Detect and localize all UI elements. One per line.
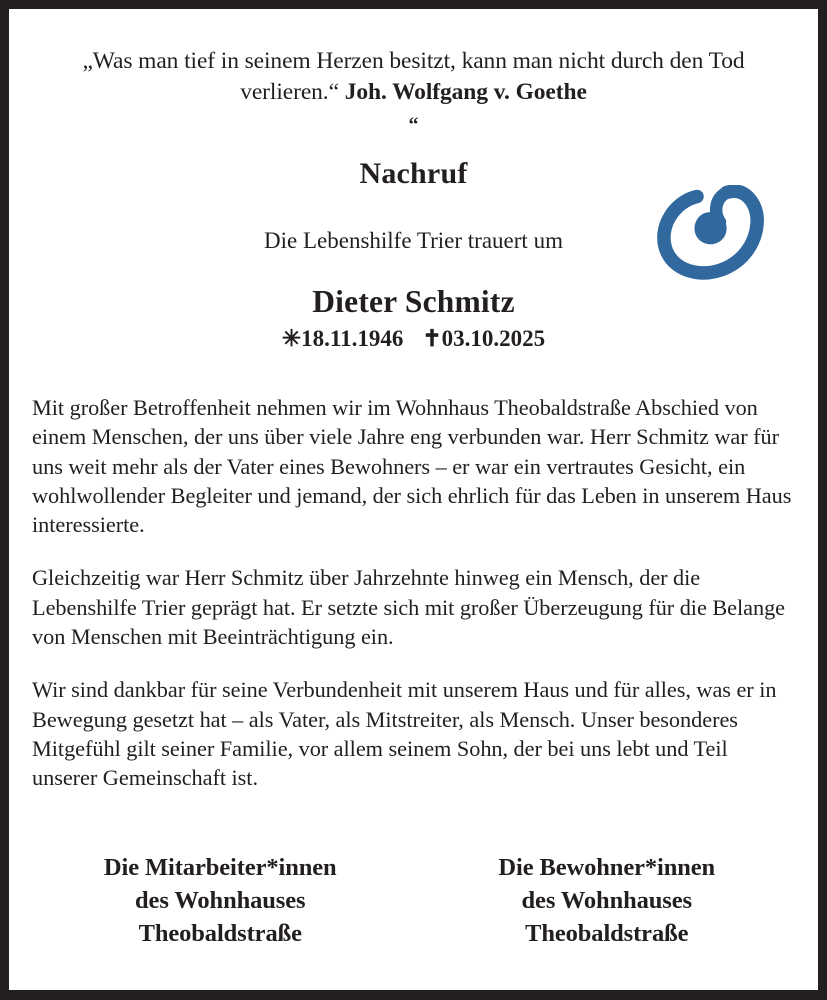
body-paragraph-2: Gleichzeitig war Herr Schmitz über Jahrzehnte hinweg ein Mensch, der die Lebenshilfe Trier geprägt hat. Er setzte sich mit großer Überzeugung für die Belange von Menschen mit Beeinträchtigung ein. bbox=[32, 565, 786, 650]
page-title: Nachruf bbox=[359, 157, 468, 190]
lebenshilfe-logo bbox=[648, 185, 776, 289]
deceased-name: Dieter Schmitz bbox=[312, 284, 515, 319]
death-cross-icon: ✝ bbox=[422, 326, 442, 351]
birth-date: 18.11.1946 bbox=[301, 326, 404, 351]
body-paragraph-3: Wir sind dankbar für seine Verbundenheit mit unserem Haus und für alles, was er in Bewegung gesetzt hat – als Vater, als Mitstreiter, als Mensch. Unser besonderes Mitgefühl gilt seiner Familie, vor allem seinem Sohn, der bei uns lebt und Teil unserer Gemeinschaft ist. bbox=[32, 677, 777, 791]
signature-residents-line-2: des Wohnhauses bbox=[521, 886, 692, 914]
stray-quotation-mark: “ bbox=[408, 114, 419, 136]
birth-star-icon: ✳ bbox=[281, 326, 302, 351]
mourning-organization-line: Die Lebenshilfe Trier trauert um bbox=[264, 228, 563, 253]
quote-text: „Was man tief in seinem Herzen besitzt, kann man nicht durch den Tod verlieren.“ bbox=[82, 48, 745, 105]
body-paragraph-1: Mit großer Betroffenheit nehmen wir im Wohnhaus Theobaldstraße Abschied von einem Menschen, der uns über viele Jahre eng verbunden war. Herr Schmitz war für uns weit mehr als der Vater eines Bewohners – er war ein vertrautes Gesicht, ein wohlwollender Begleiter und jemand, der sich ehrlich für das Leben in unserem Haus interessierte. bbox=[32, 395, 792, 538]
signature-staff-line-3: Theobaldstraße bbox=[138, 919, 302, 947]
quote-author: Joh. Wolfgang v. Goethe bbox=[344, 79, 587, 105]
obituary-sheet bbox=[9, 9, 818, 990]
signature-staff-line-2: des Wohnhauses bbox=[135, 886, 306, 914]
signature-staff-line-1: Die Mitarbeiter*innen bbox=[103, 853, 337, 881]
signature-staff bbox=[27, 851, 414, 950]
signature-residents-line-1: Die Bewohner*innen bbox=[498, 853, 716, 881]
signature-residents-line-3: Theobaldstraße bbox=[525, 919, 689, 947]
signature-residents bbox=[414, 851, 801, 950]
quote-block bbox=[9, 9, 818, 108]
life-dates bbox=[9, 325, 818, 353]
signature-block bbox=[9, 851, 818, 950]
death-date: 03.10.2025 bbox=[441, 326, 546, 351]
obituary-body bbox=[9, 393, 818, 793]
